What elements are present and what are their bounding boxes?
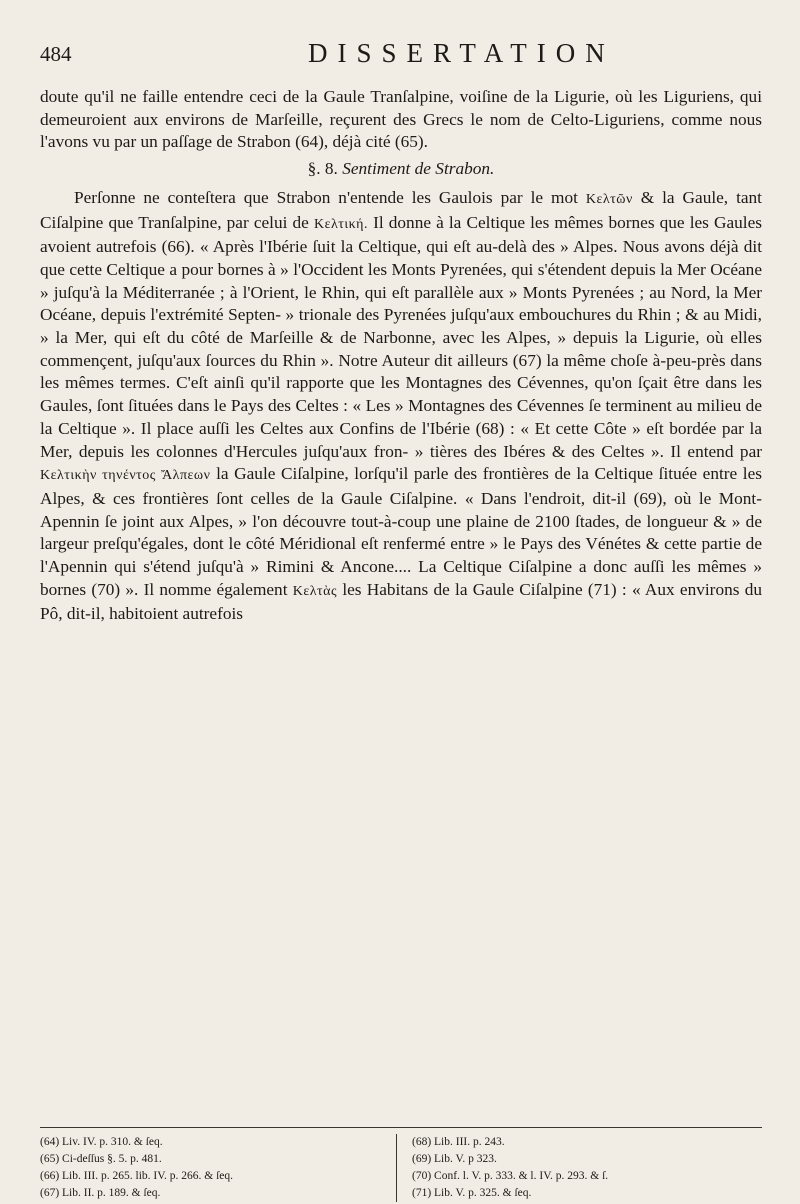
footnotes [40, 1134, 762, 1204]
running-head [40, 36, 760, 76]
paragraph-2-part-b: & la Gaule, tant Ciſalpine que Tranſalpine, par celui de [40, 187, 762, 232]
paragraph-2-part-d: la Gaule Ciſalpine, lorſqu'il parle des frontières de la Celtique ſituée entre les Alpes, & ces frontières ſont celles de la Gaule Ciſalpine. « Dans l'endroit, dit-il (69), où le Mont-Apennin ſe joint aux Alpes, » l'on découvre tout-à-coup une plaine de 2100 ſtades, de longueur & » de largeur preſqu'égales, dont le côté Méridional eſt renfermé entre » le Pays des Vénétes & cette partie de l'Apennin qui s'étend juſqu'à » Rimini & Ancone.... La Celtique Ciſalpine a donc auſſi les mêmes » bornes (70) ». Il nomme également [40, 464, 763, 599]
body-text [40, 86, 762, 626]
paragraph-2 [40, 187, 762, 626]
paragraph-2-part-e: les Habitans de la Gaule Ciſalpine (71) : « Aux environs du Pô, dit-il, habitoient autrefois [40, 579, 762, 624]
section-heading [40, 158, 762, 181]
section-title: Sentiment de Strabon. [342, 159, 495, 179]
footnote-70: (70) Conf. l. V. p. 333. & l. IV. p. 293. & ſ. [412, 1170, 609, 1182]
footnote-71: (71) Lib. V. p. 325. & ſeq. [412, 1187, 532, 1199]
running-title: DISSERTATION [308, 38, 615, 68]
footnotes-right-column [412, 1134, 762, 1202]
paragraph-2-part-a: Perſonne ne conteſtera que Strabon n'entende les Gaulois par le mot [74, 187, 586, 207]
footnote-64: (64) Liv. IV. p. 310. & ſeq. [40, 1136, 163, 1148]
footnote-66: (66) Lib. III. p. 265. lib. IV. p. 266. & ſeq. [40, 1170, 234, 1182]
footnotes-left-column [40, 1134, 380, 1202]
greek-word-keltike: Κελτική. [313, 216, 368, 232]
greek-word-keltôn: Κελτῶν [585, 191, 633, 207]
footnote-rule [40, 1127, 762, 1128]
footnote-67: (67) Lib. II. p. 189. & ſeq. [40, 1187, 161, 1199]
footnote-68: (68) Lib. III. p. 243. [412, 1136, 505, 1148]
paragraph-2-part-c: Il donne à la Celtique les mêmes bornes que les Gaules avoient autrefois (66). « Après l'Ibérie ſuit la Celtique, qui eſt au-delà des » Alpes. Nous avons déjà dit que cette Celtique a pour bornes à » l'Occident les Monts Pyrenées, qui s'étendent depuis la Mer Océane » juſqu'à la Méditerranée ; à l'Orient, le Rhin, qui eſt parallèle aux » Monts Pyrenées ; au Nord, la Mer Océane, depuis l'extrémité Septen- » trionale des Pyrenées juſqu'aux embouchures du Rhin ; & au Midi, » la Mer, qui eſt du côté de Marſeille & de Narbonne, avec les Alpes, » depuis la Ligurie, où elles commençent, juſqu'aux ſources du Rhin ». Notre Auteur dit ailleurs (67) la même choſe à-peu-près dans les mêmes termes. C'eſt ainſi qu'il rapporte que les Montagnes des Cévennes, qu'on ſçait être dans les Gaules, ſont ſituées dans le Pays des Celtes : « Les » Montagnes des Cévennes ſe terminent au milieu de la Celtique ». Il place auſſi les Celtes aux Confins de l'Ibérie (68) : « Et cette Côte » eſt bordée par la Mer, depuis les colonnes d'Hercules juſqu'aux fron- » tières des Ibéres & des Celtes ». Il entend par [40, 212, 762, 461]
footnote-65: (65) Ci-deſſus §. 5. p. 481. [40, 1153, 162, 1165]
section-number: §. 8. [307, 159, 338, 179]
paragraph-1: doute qu'il ne faille entendre ceci de la Gaule Tranſalpine, voiſine de la Ligurie, où les Liguriens, qui demeuroient aux environs de Marſeille, reçurent des Grecs le nom de Celto-Liguriens, comme nous l'avons vu par un paſſage de Strabon (64), déjà cité (65). [40, 87, 762, 152]
greek-phrase-keltiken-alpeon: Κελτικὴν τηνέντος Ἄλπεων [40, 468, 211, 484]
page-number: 484 [40, 42, 72, 66]
footnote-69: (69) Lib. V. p 323. [412, 1153, 497, 1165]
greek-word-keltas: Κελτὰς [292, 583, 338, 599]
footnote-column-divider [396, 1134, 397, 1202]
